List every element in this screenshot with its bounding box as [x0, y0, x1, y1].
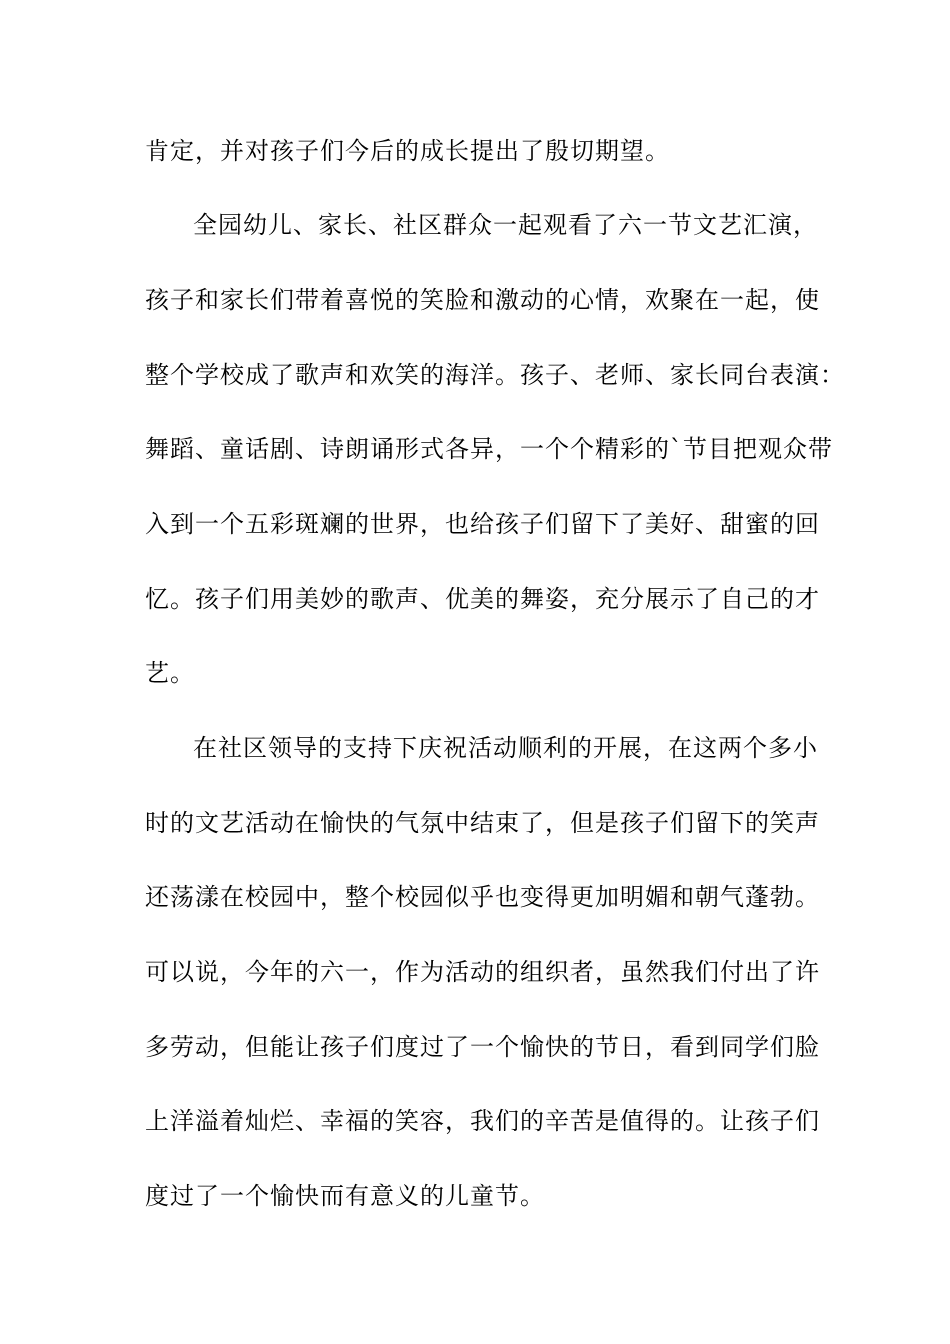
text-line: 入到一个五彩斑斓的世界，也给孩子们留下了美好、甜蜜的回	[145, 510, 820, 538]
text-line: 忆。孩子们用美妙的歌声、优美的舞姿，充分展示了自己的才	[145, 585, 820, 613]
text-line: 可以说，今年的六一，作为活动的组织者，虽然我们付出了许	[145, 958, 820, 986]
text-line: 度过了一个愉快而有意义的儿童节。	[145, 1182, 545, 1210]
text-line: 还荡漾在校园中，整个校园似乎也变得更加明媚和朝气蓬勃。	[145, 883, 820, 911]
text-line: 舞蹈、童话剧、诗朗诵形式各异，一个个精彩的`节目把观众带	[145, 435, 833, 463]
text-line: 孩子和家长们带着喜悦的笑脸和激动的心情，欢聚在一起，使	[145, 286, 820, 314]
text-line: 上洋溢着灿烂、幸福的笑容，我们的辛苦是值得的。让孩子们	[145, 1107, 820, 1135]
paragraph-first-line: 在社区领导的支持下庆祝活动顺利的开展，在这两个多小	[193, 734, 818, 762]
text-line: 多劳动，但能让孩子们度过了一个愉快的节日，看到同学们脸	[145, 1033, 820, 1061]
text-line: 时的文艺活动在愉快的气氛中结束了，但是孩子们留下的笑声	[145, 809, 820, 837]
text-line: 艺。	[145, 659, 195, 687]
text-line: 肯定，并对孩子们今后的成长提出了殷切期望。	[145, 137, 670, 165]
text-line: 整个学校成了歌声和欢笑的海洋。孩子、老师、家长同台表演：	[145, 361, 845, 389]
paragraph-first-line: 全园幼儿、家长、社区群众一起观看了六一节文艺汇演，	[193, 211, 818, 239]
